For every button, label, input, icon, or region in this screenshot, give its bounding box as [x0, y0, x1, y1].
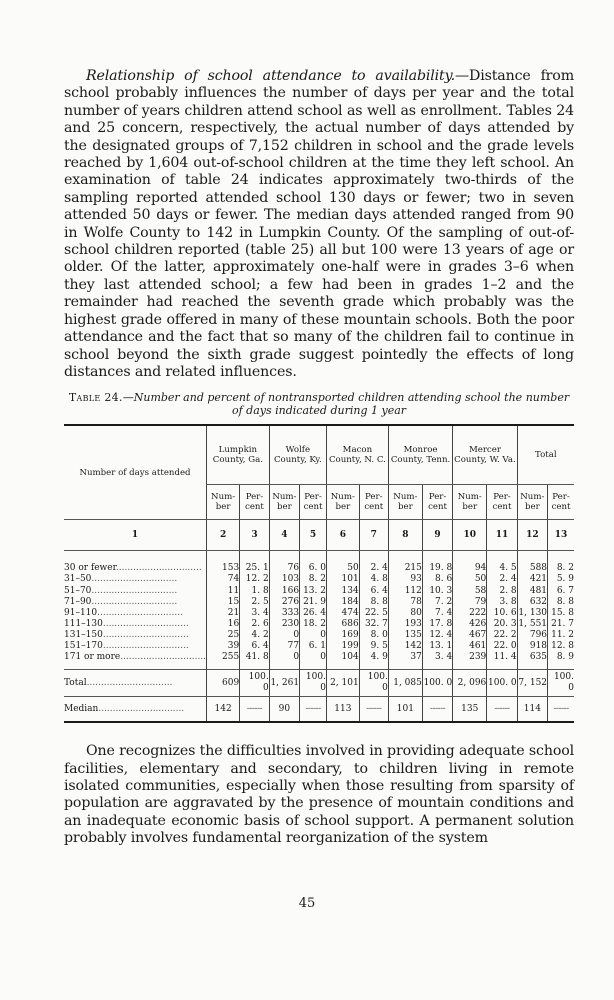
cell-percent: 100. 0 [422, 670, 452, 697]
cell-number: 222 [453, 608, 487, 619]
cell-number: 76 [269, 551, 299, 575]
cell-percent: 4. 9 [359, 652, 388, 670]
cell-number: 215 [388, 551, 422, 575]
cell-percent: 8. 8 [359, 597, 388, 608]
cell-percent: 3. 8 [487, 597, 517, 608]
cell-percent: 2. 5 [240, 597, 270, 608]
cell-percent: 11. 2 [548, 630, 574, 641]
cell-percent: 8. 2 [548, 551, 574, 575]
row-label: 91–110 [64, 607, 98, 618]
subheader-number: Num-ber [388, 485, 422, 520]
cell-number: 94 [453, 551, 487, 575]
cell-number: 50 [326, 551, 359, 575]
table-row [64, 586, 574, 597]
cell-number: 255 [207, 652, 240, 670]
cell-number: 918 [517, 641, 547, 652]
cell-percent: 2. 8 [487, 586, 517, 597]
header-mercer: Mercer County, W. Va. [453, 425, 517, 485]
cell-percent: 4. 8 [359, 574, 388, 585]
cell-number: 796 [517, 630, 547, 641]
cell-percent: ------ [240, 697, 270, 723]
cell-number: 481 [517, 586, 547, 597]
leader-dots: .............................. [91, 596, 178, 607]
row-label: Median [64, 703, 99, 714]
column-number: 11 [487, 520, 517, 551]
cell-number: 169 [326, 630, 359, 641]
cell-number: 58 [453, 586, 487, 597]
cell-percent: 41. 8 [240, 652, 270, 670]
cell-number: 77 [269, 641, 299, 652]
cell-number: 114 [517, 697, 547, 723]
cell-percent: 10. 6 [487, 608, 517, 619]
leader-dots: .............................. [102, 629, 189, 640]
cell-percent: ------ [359, 697, 388, 723]
cell-percent: 22. 0 [487, 641, 517, 652]
cell-number: 0 [269, 630, 299, 641]
cell-number: 16 [207, 619, 240, 630]
cell-number: 15 [207, 597, 240, 608]
cell-number: 113 [326, 697, 359, 723]
cell-percent: 26. 4 [300, 608, 327, 619]
cell-number: 74 [207, 574, 240, 585]
cell-number: 166 [269, 586, 299, 597]
table-row [64, 608, 574, 619]
cell-percent: 21. 7 [548, 619, 574, 630]
subheader-percent: Per-cent [359, 485, 388, 520]
column-number: 7 [359, 520, 388, 551]
table-row [64, 697, 574, 723]
cell-percent: 6. 1 [300, 641, 327, 652]
cell-number: 25 [207, 630, 240, 641]
subheader-number: Num-ber [517, 485, 547, 520]
paragraph-facilities: One recognizes the difficulties involved in providing adequate school facilities, elementary and secondary, to children living in remote isolated communities, especially when those resulting from sparsity of population are aggravated by the presence of mountain conditions and an inadequate economic basis of school support. A permanent solution probably involves fundamental reorganization of the system [64, 743, 574, 847]
cell-number: 193 [388, 619, 422, 630]
column-number: 6 [326, 520, 359, 551]
cell-number: 635 [517, 652, 547, 670]
cell-percent: 6. 4 [359, 586, 388, 597]
cell-percent: 22. 2 [487, 630, 517, 641]
cell-percent: 8. 0 [359, 630, 388, 641]
cell-percent: 13. 1 [422, 641, 452, 652]
cell-number: 1, 130 [518, 607, 548, 618]
cell-number: 37 [388, 652, 422, 670]
cell-percent: 8. 9 [548, 652, 574, 670]
row-label: 111–130 [64, 618, 103, 629]
header-lumpkin: Lumpkin County, Ga. [207, 425, 270, 485]
leader-dots: .............................. [91, 574, 178, 585]
cell-number: 461 [453, 641, 487, 652]
cell-percent: ------ [300, 697, 327, 723]
cell-percent: 32. 7 [359, 619, 388, 630]
cell-percent: 6. 7 [548, 586, 574, 597]
cell-percent: 100. 0 [240, 670, 270, 697]
cell-percent: 5. 9 [548, 574, 574, 585]
cell-percent: 3. 4 [240, 608, 270, 619]
cell-number: 112 [388, 586, 422, 597]
column-number: 1 [64, 520, 207, 551]
attendance-table [64, 424, 574, 723]
cell-number: 142 [388, 641, 422, 652]
cell-number: 1, 261 [269, 670, 299, 697]
column-number: 10 [453, 520, 487, 551]
table-row [64, 551, 574, 575]
row-label: 171 or more [64, 652, 121, 663]
column-number: 4 [269, 520, 299, 551]
table-row [64, 597, 574, 608]
column-number: 13 [548, 520, 574, 551]
column-number: 9 [422, 520, 452, 551]
cell-percent: 25. 1 [240, 551, 270, 575]
header-wolfe: Wolfe County, Ky. [269, 425, 326, 485]
cell-percent: 18. 2 [300, 619, 327, 630]
table-row [64, 630, 574, 641]
cell-number: 230 [269, 619, 299, 630]
cell-number: 39 [207, 641, 240, 652]
cell-number: 588 [517, 551, 547, 575]
subheader-number: Num-ber [326, 485, 359, 520]
cell-percent: 4. 2 [240, 630, 270, 641]
cell-number: 135 [453, 697, 487, 723]
cell-number: 1, 085 [388, 670, 422, 697]
table-title: —Number and percent of nontransported children attending school the number of days indicated during 1 year [122, 391, 570, 418]
cell-percent: 17. 8 [422, 619, 452, 630]
cell-percent: ------ [422, 697, 452, 723]
leader-dots: .............................. [97, 607, 183, 618]
cell-percent: 15. 8 [548, 608, 574, 619]
row-label: 131–150 [64, 629, 103, 640]
header-monroe: Monroe County, Tenn. [388, 425, 452, 485]
cell-number: 1, 551 [518, 618, 548, 629]
cell-percent: 100. 0 [487, 670, 517, 697]
cell-number: 90 [269, 697, 299, 723]
leader-dots: .............................. [120, 652, 207, 663]
subheader-number: Num-ber [453, 485, 487, 520]
cell-percent: 7. 2 [422, 597, 452, 608]
cell-number: 93 [388, 574, 422, 585]
header-total: Total [517, 425, 574, 485]
column-number: 12 [517, 520, 547, 551]
subheader-percent: Per-cent [422, 485, 452, 520]
cell-number: 134 [326, 586, 359, 597]
table-row [64, 670, 574, 697]
cell-number: 474 [326, 608, 359, 619]
cell-percent: ------ [548, 697, 574, 723]
cell-number: 7, 152 [517, 670, 547, 697]
subheader-percent: Per-cent [487, 485, 517, 520]
row-label: 51–70 [64, 585, 92, 596]
cell-percent: 7. 4 [422, 608, 452, 619]
cell-percent: 4. 5 [487, 551, 517, 575]
cell-number: 199 [326, 641, 359, 652]
table-label: Table 24. [68, 391, 123, 405]
cell-number: 2, 096 [453, 670, 487, 697]
cell-percent: ------ [487, 697, 517, 723]
cell-number: 467 [453, 630, 487, 641]
leader-dots: .............................. [102, 640, 189, 651]
subheader-percent: Per-cent [300, 485, 327, 520]
cell-number: 78 [388, 597, 422, 608]
row-label: 30 or fewer [64, 563, 116, 574]
cell-number: 0 [269, 652, 299, 670]
cell-percent: 11. 4 [487, 652, 517, 670]
subheader-number: Num-ber [269, 485, 299, 520]
cell-number: 184 [326, 597, 359, 608]
cell-percent: 0 [300, 630, 327, 641]
table-row [64, 619, 574, 630]
cell-percent: 8. 8 [548, 597, 574, 608]
subheader-percent: Per-cent [240, 485, 270, 520]
leader-dots: .............................. [91, 585, 178, 596]
cell-percent: 2. 6 [240, 619, 270, 630]
cell-number: 632 [517, 597, 547, 608]
table-row [64, 652, 574, 670]
cell-number: 79 [453, 597, 487, 608]
page-number: 45 [298, 896, 316, 911]
cell-percent: 19. 8 [422, 551, 452, 575]
column-number: 8 [388, 520, 422, 551]
cell-percent: 13. 2 [300, 586, 327, 597]
cell-percent: 0 [300, 652, 327, 670]
leader-dots: .............................. [102, 618, 189, 629]
cell-percent: 12. 2 [240, 574, 270, 585]
cell-number: 101 [326, 574, 359, 585]
cell-number: 686 [326, 619, 359, 630]
table-caption [64, 391, 574, 417]
cell-number: 104 [326, 652, 359, 670]
cell-number: 609 [207, 670, 240, 697]
leader-dots: .............................. [86, 677, 173, 688]
cell-number: 426 [453, 619, 487, 630]
cell-percent: 100. 0 [548, 670, 574, 697]
subheader-percent: Per-cent [548, 485, 574, 520]
subheader-number: Num-ber [207, 485, 240, 520]
cell-percent: 22. 5 [359, 608, 388, 619]
row-label: 151–170 [64, 640, 103, 651]
page-body [64, 68, 574, 848]
leader-dots: .............................. [115, 563, 202, 574]
cell-percent: 12. 4 [422, 630, 452, 641]
cell-number: 21 [207, 608, 240, 619]
cell-percent: 3. 4 [422, 652, 452, 670]
cell-percent: 8. 6 [422, 574, 452, 585]
cell-number: 333 [269, 608, 299, 619]
column-number: 2 [207, 520, 240, 551]
cell-percent: 6. 0 [300, 551, 327, 575]
cell-number: 276 [269, 597, 299, 608]
cell-percent: 8. 2 [300, 574, 327, 585]
table-row [64, 574, 574, 585]
paragraph-attendance [64, 68, 574, 381]
table-row [64, 641, 574, 652]
cell-percent: 12. 8 [548, 641, 574, 652]
cell-number: 2, 101 [326, 670, 359, 697]
cell-number: 153 [207, 551, 240, 575]
column-number: 5 [300, 520, 327, 551]
cell-number: 11 [207, 586, 240, 597]
cell-number: 421 [517, 574, 547, 585]
column-number: 3 [240, 520, 270, 551]
paragraph-text: —Distance from school probably influences the number of days per year and the total number of years children attend school as well as enrollment. Tables 24 and 25 concern, respectively, the actual number of days attended by the designated groups of 7,152 children in school and the grade levels reached by 1,604 out-of-school children at the time they left school. An examination of table 24 indicates approximately two-thirds of the sampling reported attended school 130 days or fewer; two in seven attended 50 days or fewer. The median days attended ranged from 90 in Wolfe County to 142 in Lumpkin County. Of the sampling of out-of-school children reported (table 25) all but 100 were 13 years of age or older. Of the latter, approximately one-half were in grades 3–6 when they last attended school; a few had been in grades 1–2 and the remainder had reached the seventh grade which probably was the highest grade offered in many of these mountain schools. Both the poor attendance and the fact that so many of the children fail to continue in school beyond the sixth grade suggest pointedly the effects of long distances and related influences. [64, 68, 574, 380]
cell-number: 142 [207, 697, 240, 723]
cell-percent: 20. 3 [487, 619, 517, 630]
cell-number: 50 [453, 574, 487, 585]
row-label: 71–90 [64, 596, 92, 607]
cell-percent: 6. 4 [240, 641, 270, 652]
cell-percent: 1. 8 [240, 586, 270, 597]
header-macon: Macon County, N. C. [326, 425, 388, 485]
cell-percent: 2. 4 [359, 551, 388, 575]
cell-percent: 100. 0 [359, 670, 388, 697]
cell-percent: 9. 5 [359, 641, 388, 652]
cell-number: 80 [388, 608, 422, 619]
row-label: Total [64, 677, 87, 688]
paragraph-lead: Relationship of school attendance to availability. [86, 68, 455, 84]
leader-dots: .............................. [98, 703, 185, 714]
cell-percent: 100. 0 [300, 670, 327, 697]
cell-number: 103 [269, 574, 299, 585]
cell-number: 101 [388, 697, 422, 723]
cell-number: 135 [388, 630, 422, 641]
cell-percent: 10. 3 [422, 586, 452, 597]
cell-number: 239 [453, 652, 487, 670]
stub-header: Number of days attended [64, 425, 207, 520]
cell-percent: 21. 9 [300, 597, 327, 608]
cell-percent: 2. 4 [487, 574, 517, 585]
row-label: 31–50 [64, 574, 92, 585]
